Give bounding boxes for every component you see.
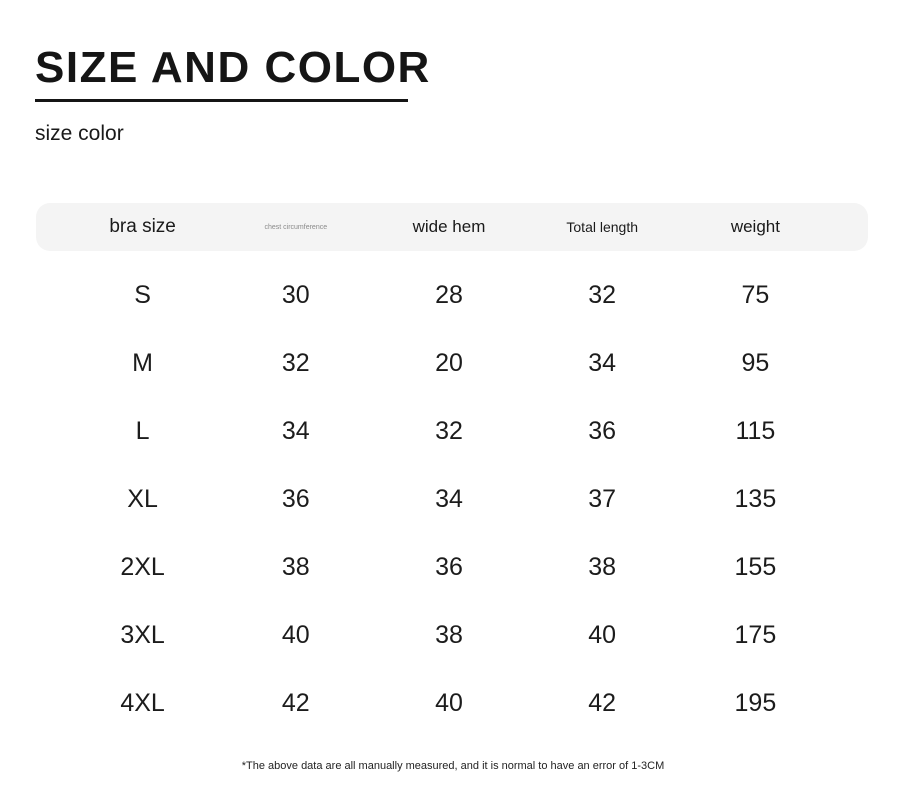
footnote: *The above data are all manually measured, and it is normal to have an error of 1-3CM	[241, 760, 665, 772]
cell-value: 34	[435, 484, 463, 513]
cell-value: 30	[281, 280, 310, 309]
table-row	[36, 465, 868, 533]
cell-value: 155	[734, 552, 777, 581]
cell-value: 36	[281, 484, 310, 513]
table-row	[36, 261, 868, 329]
cell-value: 40	[435, 688, 463, 717]
cell-value: 135	[734, 484, 777, 513]
cell-value: 42	[281, 688, 310, 717]
cell-value: 36	[588, 416, 617, 445]
table-body	[36, 261, 868, 737]
cell-value: 20	[435, 348, 463, 377]
cell-size-label: M	[132, 348, 153, 377]
column-header-bra-size: bra size	[109, 216, 176, 237]
cell-value: 38	[588, 552, 617, 581]
cell-value: 175	[734, 620, 777, 649]
table-row	[36, 397, 868, 465]
cell-size-label: 4XL	[120, 688, 165, 717]
size-table	[36, 203, 868, 737]
column-header-wide-hem: wide hem	[412, 217, 486, 236]
cell-value: 195	[734, 688, 777, 717]
cell-value: 40	[588, 620, 617, 649]
cell-size-label: 3XL	[120, 620, 165, 649]
column-header-total-length: Total length	[566, 219, 638, 235]
cell-value: 38	[281, 552, 310, 581]
column-header-chest-circumference: chest circumference	[264, 223, 328, 231]
page-subtitle: size color	[35, 122, 124, 145]
page-title: SIZE AND COLOR	[35, 43, 431, 92]
cell-value: 32	[588, 280, 617, 309]
cell-size-label: XL	[127, 484, 158, 513]
column-header-weight: weight	[730, 217, 780, 236]
cell-value: 36	[435, 552, 463, 581]
table-row	[36, 329, 868, 397]
cell-value: 40	[281, 620, 310, 649]
table-header-row	[36, 203, 868, 251]
title-underline	[35, 99, 408, 102]
cell-size-label: S	[134, 280, 151, 309]
cell-value: 95	[741, 348, 770, 377]
cell-value: 42	[588, 688, 617, 717]
cell-value: 34	[588, 348, 617, 377]
cell-value: 34	[281, 416, 310, 445]
cell-value: 38	[435, 620, 463, 649]
table-row	[36, 533, 868, 601]
table-row	[36, 601, 868, 669]
cell-value: 37	[588, 484, 617, 513]
table-row	[36, 669, 868, 737]
cell-value: 32	[281, 348, 310, 377]
cell-value: 32	[435, 416, 463, 445]
cell-value: 28	[435, 280, 463, 309]
cell-value: 115	[735, 416, 776, 445]
cell-size-label: L	[135, 416, 150, 445]
cell-size-label: 2XL	[120, 552, 165, 581]
cell-value: 75	[741, 280, 770, 309]
